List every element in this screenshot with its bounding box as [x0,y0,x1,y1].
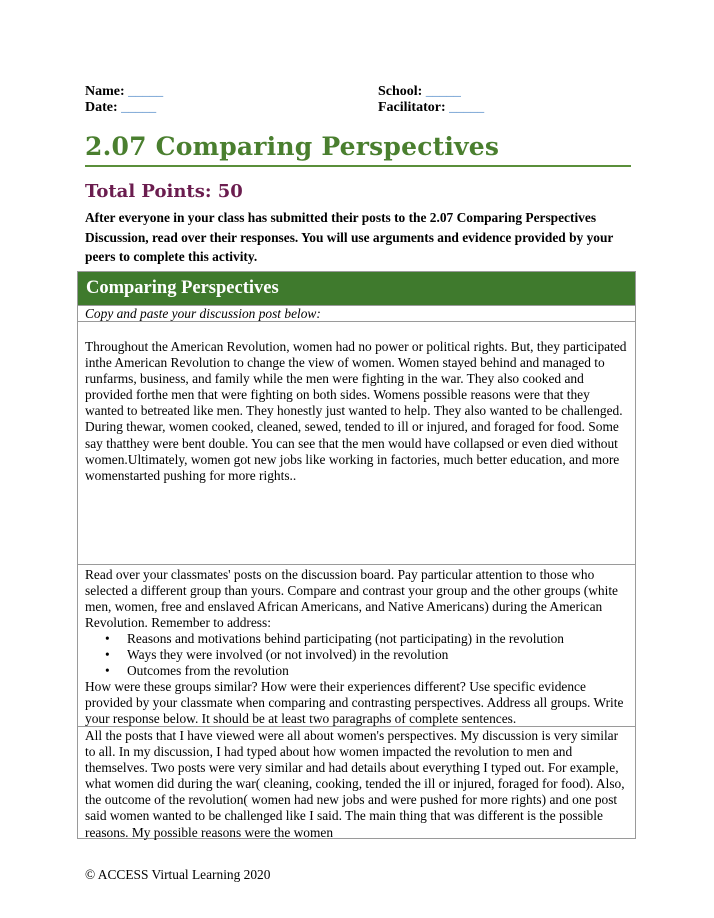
name-label: Name: [85,84,125,99]
page-title: 2.07 Comparing Perspectives [85,132,500,161]
list-item: • Outcomes from the revolution [105,663,289,678]
total-points: Total Points: 50 [85,181,243,202]
response-field[interactable]: All the posts that I have viewed were all about women's perspectives. My discussion is very similar to all. In my discussion, I had typed about how women impacted the revolution to men and themselves. Two posts were very similar and had details about everything I typed out. For example, what women did during the war( cleaning, cooking, tended the ill or injured, foraged for food). Also, the outcome of the revolution( women had new jobs and were pushed for more rights) and one post said women wanted to be challenged like I said. The main thing that was different is the possible reasons. My possible reasons were the women [85,728,625,840]
name-line [85,84,163,100]
school-label: School: [378,84,423,99]
list-item: • Reasons and motivations behind participating (not participating) in the revolution [105,631,564,646]
facilitator-label: Facilitator: [378,100,446,115]
bullet-icon: • [105,647,110,662]
facilitator-line [378,100,484,116]
prompt-cell [78,565,635,727]
bullet-icon: • [105,663,110,678]
comparing-perspectives-table [77,271,636,839]
header-right [378,84,484,116]
prompt-outro: How were these groups similar? How were their experiences different? Use specific evidence provided by your classmate when comparing and contrasting perspectives. Address all groups. Write your response below. It should be at least two paragraphs of complete sentences. [85,679,624,726]
school-line [378,84,484,100]
intro-text: After everyone in your class has submitted their posts to the 2.07 Comparing Perspectives Discussion, read over their responses. You will use arguments and evidence provided by your peers to complete this activity. [85,210,614,264]
name-field[interactable]: _____ [128,84,164,99]
table-heading: Comparing Perspectives [78,272,635,305]
date-label: Date: [85,100,118,115]
header-left [85,84,163,116]
date-field[interactable]: _____ [121,100,157,115]
copyright-footer: © ACCESS Virtual Learning 2020 [85,867,271,882]
title-divider [85,165,631,167]
post-instruction: Copy and paste your discussion post below: [78,305,635,322]
date-line [85,100,163,116]
discussion-post-field[interactable]: Throughout the American Revolution, women had no power or political rights. But, they participated inthe American Revolution to change the view of women. Women stayed behind and managed to runfarms, business, and family while the men were fighting in the war. They also cooked and provided forthe men that were fighting on both sides. Womens possible reasons were that they wanted to betreated like men. They honestly just wanted to help. They also wanted to be challenged. During thewar, women cooked, cleaned, sewed, tended to ill or injured, and foraged for food. Some say thatthey were bent double. You can see that the men would have collapsed or even died without women.Ultimately, women got new jobs like working in factories, much better education, and more womenstarted pushing for more rights.. [78,322,635,565]
prompt-intro: Read over your classmates' posts on the discussion board. Pay particular attention to those who selected a different group than yours. Compare and contrast your group and the other groups (white men, women, free and enslaved African Americans, and Native Americans) during the American Revolution. Remember to address: [85,567,618,630]
bullet-icon: • [105,631,110,646]
list-item: • Ways they were involved (or not involved) in the revolution [105,647,449,662]
facilitator-field[interactable]: _____ [449,100,485,115]
school-field[interactable]: _____ [425,84,461,99]
prompt-bullets [85,631,631,679]
